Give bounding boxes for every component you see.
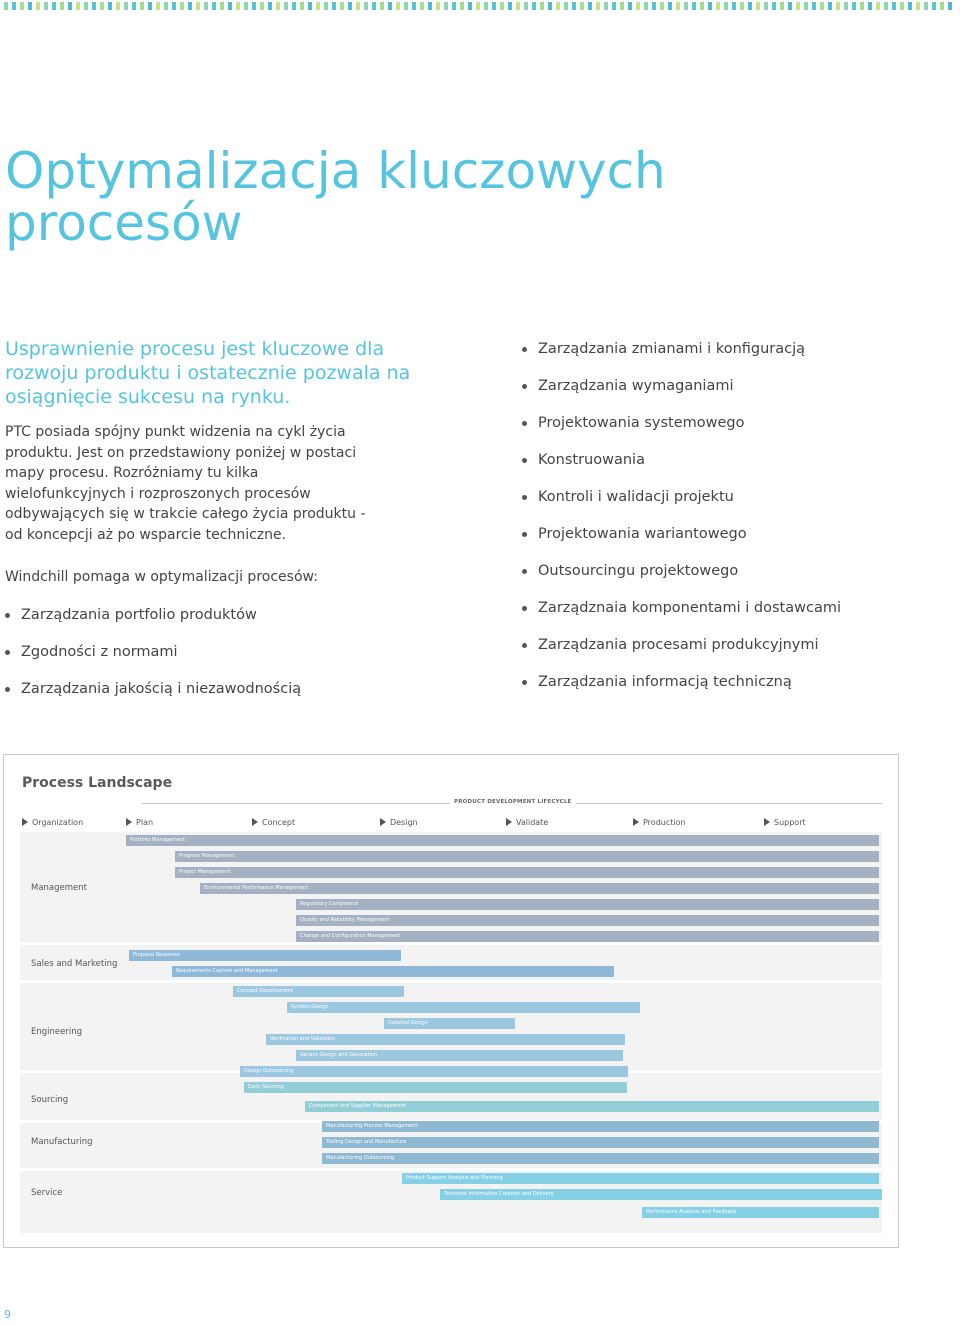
stripe-segment [756,2,760,10]
stripe-segment [884,2,888,10]
stripe-segment [220,2,224,10]
stripe-segment [644,2,648,10]
stripe-segment [740,2,744,10]
stripe-segment [620,2,624,10]
stripe-segment [276,2,280,10]
stripe-segment [692,2,696,10]
stripe-segment [764,2,768,10]
stripe-segment [516,2,520,10]
stripe-segment [676,2,680,10]
list-item-label: Zarządzania zmianami i konfiguracją [538,341,806,357]
process-bar [305,1101,879,1112]
list-item-label: Konstruowania [538,452,645,468]
stripe-segment [44,2,48,10]
stripe-segment [860,2,864,10]
bullet-icon [522,384,527,389]
process-bar-label: Requirements Capture and Management [176,968,278,974]
process-bar-label: Variant Design and Generation [300,1052,378,1058]
stripe-segment [468,2,472,10]
process-bar-label: Performance Analysis and Feedback [646,1209,737,1215]
stripe-segment [628,2,632,10]
process-bar [296,1050,623,1061]
stripe-segment [284,2,288,10]
stripe-segment [268,2,272,10]
stripe-segment [684,2,688,10]
triangle-right-icon [126,818,132,826]
stripe-segment [460,2,464,10]
stripe-segment [204,2,208,10]
process-bar-label: Early Sourcing [248,1084,285,1090]
stripe-segment [844,2,848,10]
stripe-segment [924,2,928,10]
top-decorative-stripe [0,0,960,12]
lead-paragraph: Usprawnienie procesu jest kluczowe dla rozwoju produktu i ostatecznie pozwala na osiągnięcie sukcesu na rynku. [5,338,411,408]
stripe-segment [540,2,544,10]
stripe-segment [940,2,944,10]
bullet-icon [5,687,10,692]
process-bar-label: Design Outsourcing [244,1068,294,1074]
process-bar [322,1137,879,1148]
list-item-label: Kontroli i walidacji projektu [538,489,734,505]
stripe-segment [732,2,736,10]
phase-label: Concept [262,818,296,827]
stripe-segment [796,2,800,10]
stripe-segment [804,2,808,10]
stripe-segment [100,2,104,10]
stripe-segment [228,2,232,10]
triangle-right-icon [22,818,28,826]
process-bar [296,899,879,910]
category-label: Management [31,883,87,893]
list-item-label: Zarządzania informacją techniczną [538,674,792,690]
process-bar [266,1034,625,1045]
phase-label: Production [643,818,686,827]
stripe-segment [420,2,424,10]
stripe-segment [60,2,64,10]
stripe-segment [324,2,328,10]
bullet-icon [522,347,527,352]
body-paragraph [5,422,375,546]
phase-production [633,818,686,827]
stripe-segment [260,2,264,10]
stripe-segment [68,2,72,10]
stripe-segment [636,2,640,10]
stripe-segment [140,2,144,10]
stripe-segment [708,2,712,10]
process-bar-label: Quality and Reliability Management [300,917,390,923]
list-item-label: Projektowania systemowego [538,415,745,431]
process-bar [384,1018,515,1029]
process-bar [440,1189,882,1200]
stripe-segment [244,2,248,10]
phase-organization [22,818,83,827]
stripe-segment [780,2,784,10]
stripe-segment [348,2,352,10]
bullet-icon [522,569,527,574]
process-bar [175,851,879,862]
stripe-segment [332,2,336,10]
phase-label: Validate [516,818,549,827]
stripe-segment [700,2,704,10]
process-bar [126,835,879,846]
process-bar-label: Regulatory Compliance [300,901,359,907]
category-label: Sourcing [31,1095,69,1105]
list-item-label: Zarządzania procesami produkcyjnymi [538,637,819,653]
stripe-segment [604,2,608,10]
stripe-segment [564,2,568,10]
bullet-icon [522,458,527,463]
stripe-segment [660,2,664,10]
stripe-segment [252,2,256,10]
bullet-icon [522,680,527,685]
process-bar-label: Detailed Design [388,1020,428,1026]
stripe-segment [532,2,536,10]
right-bullet-list [522,0,942,690]
process-bar-label: Technical Information Creation and Delivery [444,1191,554,1197]
phase-concept [252,818,295,827]
stripe-segment [92,2,96,10]
stripe-segment [508,2,512,10]
stripe-segment [948,2,952,10]
stripe-segment [124,2,128,10]
stripe-segment [900,2,904,10]
bullet-icon [522,421,527,426]
stripe-segment [788,2,792,10]
stripe-segment [828,2,832,10]
stripe-segment [412,2,416,10]
page-number: 9 [4,1308,11,1321]
stripe-segment [748,2,752,10]
stripe-segment [380,2,384,10]
process-bar [129,950,401,961]
category-label: Manufacturing [31,1137,93,1147]
phase-label: Organization [32,818,84,827]
stripe-segment [852,2,856,10]
lifecycle-label: PRODUCT DEVELOPMENT LIFECYCLE [450,799,576,805]
process-bar [296,915,879,926]
bullet-icon [522,532,527,537]
stripe-segment [916,2,920,10]
stripe-segment [548,2,552,10]
stripe-segment [668,2,672,10]
stripe-segment [52,2,56,10]
triangle-right-icon [252,818,258,826]
stripe-segment [340,2,344,10]
stripe-segment [572,2,576,10]
bullet-icon [5,650,10,655]
phase-validate [506,818,548,827]
process-bar-label: System Design [291,1004,329,1010]
process-bar-label: Component and Supplier Management [309,1103,406,1109]
triangle-right-icon [380,818,386,826]
stripe-segment [116,2,120,10]
stripe-segment [12,2,16,10]
stripe-segment [372,2,376,10]
process-bar [240,1066,628,1077]
stripe-segment [236,2,240,10]
figure-title: Process Landscape [22,775,173,791]
stripe-segment [908,2,912,10]
process-bar [642,1207,879,1218]
stripe-segment [868,2,872,10]
process-bar [296,931,879,942]
stripe-segment [932,2,936,10]
stripe-segment [188,2,192,10]
stripe-segment [36,2,40,10]
body-paragraph-highlight: Rozróżniamy tu kilka wielofunkcyjnych i rozproszonych procesów odbywających się w trakcie całego życia produktu - od koncepcji aż po wsparcie techniczne. [5,465,366,543]
stripe-segment [812,2,816,10]
stripe-segment [820,2,824,10]
page-title-line-2: procesów [5,194,243,252]
stripe-segment [404,2,408,10]
stripe-segment [396,2,400,10]
stripe-segment [500,2,504,10]
stripe-segment [428,2,432,10]
process-landscape-figure [3,754,899,1248]
list-item-label: Zarządzania portfolio produktów [21,607,257,623]
stripe-segment [876,2,880,10]
stripe-segment [580,2,584,10]
category-label: Engineering [31,1027,82,1037]
list-intro: Windchill pomaga w optymalizacji procesów: [5,569,318,585]
stripe-segment [164,2,168,10]
stripe-segment [316,2,320,10]
process-bar [172,966,614,977]
process-bar [175,867,879,878]
stripe-segment [300,2,304,10]
page-title [5,142,705,252]
stripe-segment [156,2,160,10]
stripe-segment [524,2,528,10]
stripe-segment [484,2,488,10]
process-bar-label: Verification and Validation [270,1036,336,1042]
stripe-segment [20,2,24,10]
process-bar-label: Manufacturing Outsourcing [326,1155,395,1161]
stripe-segment [212,2,216,10]
stripe-segment [476,2,480,10]
stripe-segment [892,2,896,10]
process-bar [402,1173,879,1184]
list-item-label: Zarządznaia komponentami i dostawcami [538,600,841,616]
body-paragraph-plain: PTC posiada spójny punkt widzenia na cykl życia produktu. Jest on przedstawiony poniżej w postaci mapy procesu. [5,424,357,482]
process-bar-label: Program Management [179,853,235,859]
process-bar-label: Environmental Performance Management [204,885,309,891]
stripe-segment [180,2,184,10]
stripe-segment [364,2,368,10]
stripe-segment [612,2,616,10]
process-bar [322,1121,879,1132]
phase-label: Plan [136,818,154,827]
process-bar-label: Tooling Design and Manufacture [326,1139,407,1145]
phase-plan [126,818,153,827]
process-bar [200,883,879,894]
stripe-segment [436,2,440,10]
list-item-label: Zgodności z normami [21,644,178,660]
phase-design [380,818,418,827]
process-bar-label: Portfolio Management [130,837,186,843]
process-bar-label: Change and Configuration Management [300,933,401,939]
page-title-line-1: Optymalizacja kluczowych [5,142,666,200]
stripe-segment [596,2,600,10]
process-bar [244,1082,627,1093]
bullet-icon [5,613,10,618]
process-bar-label: Manufacturing Process Management [326,1123,418,1129]
stripe-segment [148,2,152,10]
triangle-right-icon [506,818,512,826]
triangle-right-icon [633,818,639,826]
process-bar [322,1153,879,1164]
stripe-segment [716,2,720,10]
stripe-segment [652,2,656,10]
stripe-segment [108,2,112,10]
stripe-segment [388,2,392,10]
stripe-segment [28,2,32,10]
bullet-icon [522,606,527,611]
triangle-right-icon [764,818,770,826]
stripe-segment [444,2,448,10]
stripe-segment [452,2,456,10]
process-bar-label: Concept Development [237,988,293,994]
process-bar-label: Project Management [179,869,231,875]
category-label: Sales and Marketing [31,959,118,969]
stripe-segment [172,2,176,10]
bullet-icon [522,495,527,500]
process-bar-label: Proposal Response [133,952,180,958]
stripe-segment [292,2,296,10]
process-bar [233,986,404,997]
phase-label: Design [390,818,418,827]
category-band [20,1073,882,1120]
bullet-icon [522,643,527,648]
stripe-segment [588,2,592,10]
stripe-segment [836,2,840,10]
phase-label: Support [774,818,806,827]
stripe-segment [196,2,200,10]
stripe-segment [356,2,360,10]
stripe-segment [492,2,496,10]
stripe-segment [556,2,560,10]
process-bar-label: Product Support Analysis and Planning [406,1175,503,1181]
stripe-segment [724,2,728,10]
stripe-segment [772,2,776,10]
list-item-label: Projektowania wariantowego [538,526,747,542]
category-label: Service [31,1188,63,1198]
stripe-segment [4,2,8,10]
list-item-label: Zarządzania jakością i niezawodnością [21,681,302,697]
stripe-segment [308,2,312,10]
process-bar [287,1002,640,1013]
stripe-segment [84,2,88,10]
list-item-label: Zarządzania wymaganiami [538,378,734,394]
list-item-label: Outsourcingu projektowego [538,563,739,579]
stripe-segment [132,2,136,10]
stripe-segment [76,2,80,10]
phase-support [764,818,806,827]
